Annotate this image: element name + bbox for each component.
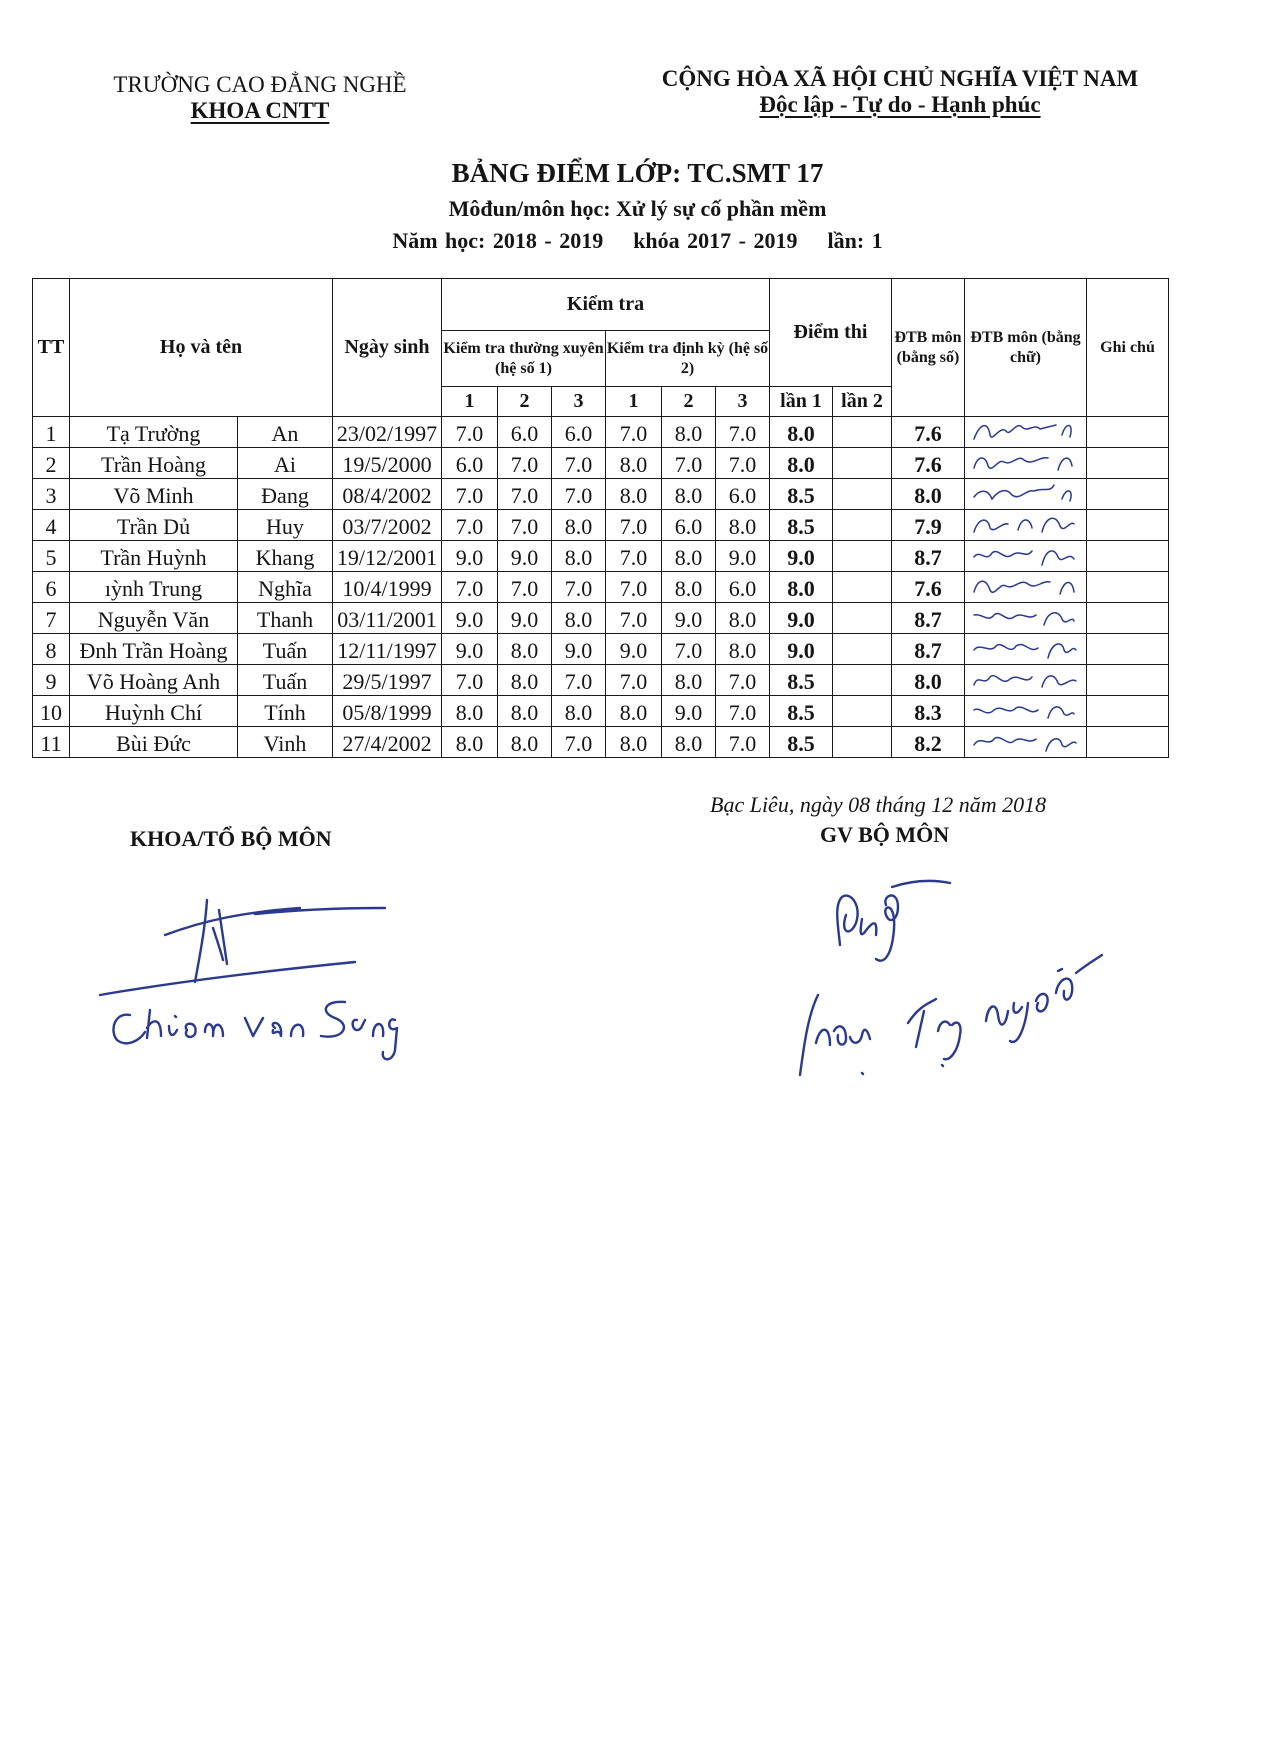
cell-dk1: 8.0 [606,727,662,758]
cell-tt: 6 [33,572,70,603]
cell-lan2 [833,696,892,727]
cell-tt: 8 [33,634,70,665]
cell-tt: 7 [33,603,70,634]
cell-ghi-chu [1087,696,1169,727]
cell-dob: 08/4/2002 [333,479,442,510]
cell-tx2: 7.0 [498,448,552,479]
cell-tx2: 8.0 [498,665,552,696]
handwritten-grade-in-words-icon [965,603,1085,633]
cell-dk2: 8.0 [662,572,716,603]
cell-dk3: 7.0 [716,696,770,727]
cell-ghi-chu [1087,479,1169,510]
col-dk-1: 1 [606,387,662,417]
cell-dk2: 8.0 [662,417,716,448]
cell-lan1: 9.0 [770,603,833,634]
cell-dtb-chu [965,696,1087,727]
country-name: CỘNG HÒA XÃ HỘI CHỦ NGHĨA VIỆT NAM [661,66,1139,91]
cell-dob: 12/11/1997 [333,634,442,665]
table-row [33,634,1169,665]
cell-tx1: 6.0 [442,448,498,479]
cell-lan2 [833,634,892,665]
grade-table [32,278,1169,758]
cell-dk2: 7.0 [662,634,716,665]
cell-tt: 2 [33,448,70,479]
cell-lan1: 9.0 [770,541,833,572]
national-header [600,66,1200,118]
cell-lan1: 8.0 [770,448,833,479]
cell-dtb: 8.3 [892,696,965,727]
cell-dtb: 8.7 [892,603,965,634]
handwritten-grade-in-words-icon [965,417,1085,447]
cell-tx1: 8.0 [442,727,498,758]
cell-dk3: 7.0 [716,727,770,758]
cell-tx1: 7.0 [442,665,498,696]
cell-tx3: 8.0 [552,603,606,634]
handwritten-grade-in-words-icon [965,510,1085,540]
cell-tx1: 9.0 [442,541,498,572]
cell-tx2: 7.0 [498,479,552,510]
cell-name: Đnh Trần Hoàng [70,634,238,665]
col-dob: Ngày sinh [333,279,442,417]
cell-ghi-chu [1087,510,1169,541]
cell-ghi-chu [1087,634,1169,665]
cell-ghi-chu [1087,541,1169,572]
cell-dtb-chu [965,479,1087,510]
col-diem-thi: Điểm thi [770,279,892,387]
cell-tx1: 7.0 [442,479,498,510]
cell-dtb: 7.9 [892,510,965,541]
cell-name: Võ Minh [70,479,238,510]
cell-tx3: 8.0 [552,510,606,541]
cell-tx2: 7.0 [498,572,552,603]
department-name: KHOA CNTT [190,98,330,123]
cell-given: Tính [238,696,333,727]
col-tx-3: 3 [552,387,606,417]
cell-given: Nghĩa [238,572,333,603]
cell-dob: 29/5/1997 [333,665,442,696]
cell-dtb-chu [965,572,1087,603]
cell-dk3: 9.0 [716,541,770,572]
table-row [33,572,1169,603]
cell-tx2: 9.0 [498,603,552,634]
school-name: TRƯỜNG CAO ĐẲNG NGHỀ [113,72,407,97]
cell-dk2: 8.0 [662,665,716,696]
cell-tx2: 6.0 [498,417,552,448]
cell-name: Nguyễn Văn [70,603,238,634]
cell-given: Vinh [238,727,333,758]
handwritten-grade-in-words-icon [965,696,1085,726]
cell-dk1: 7.0 [606,541,662,572]
col-name: Họ và tên [70,279,333,417]
cell-tx3: 8.0 [552,696,606,727]
cell-tt: 11 [33,727,70,758]
col-dk-3: 3 [716,387,770,417]
col-thuong-xuyen: Kiểm tra thường xuyên (hệ số 1) [442,331,606,387]
cell-dtb: 7.6 [892,417,965,448]
table-row [33,603,1169,634]
cell-given: An [238,417,333,448]
col-dtb-so: ĐTB môn (bằng số) [892,279,965,417]
cell-ghi-chu [1087,665,1169,696]
cell-dk1: 8.0 [606,448,662,479]
cell-dk1: 7.0 [606,603,662,634]
cell-dtb: 8.7 [892,634,965,665]
cell-tx3: 7.0 [552,572,606,603]
col-kiem-tra: Kiểm tra [442,279,770,331]
cell-tx2: 7.0 [498,510,552,541]
cell-dob: 10/4/1999 [333,572,442,603]
national-motto: Độc lập - Tự do - Hạnh phúc [759,92,1041,117]
handwritten-grade-in-words-icon [965,572,1085,602]
teacher-signature-icon [790,875,1120,1095]
cell-tt: 4 [33,510,70,541]
cell-dtb: 8.0 [892,479,965,510]
cell-tx2: 8.0 [498,634,552,665]
cell-dob: 03/11/2001 [333,603,442,634]
cell-dob: 03/7/2002 [333,510,442,541]
cell-lan2 [833,727,892,758]
handwritten-grade-in-words-icon [965,727,1085,757]
cell-tx3: 7.0 [552,727,606,758]
cell-dk3: 7.0 [716,417,770,448]
col-tt: TT [33,279,70,417]
cell-given: Tuấn [238,665,333,696]
cell-dob: 27/4/2002 [333,727,442,758]
cell-dtb-chu [965,603,1087,634]
teacher-signature-label: GV BỘ MÔN [820,822,950,847]
cell-dk1: 7.0 [606,572,662,603]
cell-tx3: 7.0 [552,479,606,510]
year-line: Năm học: 2018 - 2019 khóa 2017 - 2019 lần: 1 [392,228,883,253]
cell-tx2: 8.0 [498,727,552,758]
cell-lan1: 8.5 [770,510,833,541]
cell-lan2 [833,479,892,510]
cell-dk1: 8.0 [606,479,662,510]
cell-tx3: 6.0 [552,417,606,448]
place-date: Bạc Liêu, ngày 08 tháng 12 năm 2018 [710,792,1047,817]
table-row [33,727,1169,758]
cell-lan2 [833,603,892,634]
cell-ghi-chu [1087,603,1169,634]
cell-given: Tuấn [238,634,333,665]
cell-name: ıỳnh Trung [70,572,238,603]
cell-tt: 1 [33,417,70,448]
cell-tt: 5 [33,541,70,572]
col-tx-1: 1 [442,387,498,417]
cell-lan1: 8.5 [770,727,833,758]
cell-dk3: 8.0 [716,510,770,541]
table-row [33,696,1169,727]
cell-tx1: 7.0 [442,572,498,603]
cell-dk1: 7.0 [606,510,662,541]
cell-tx1: 7.0 [442,417,498,448]
cell-tx3: 7.0 [552,665,606,696]
cell-lan1: 8.5 [770,479,833,510]
cell-ghi-chu [1087,572,1169,603]
table-row [33,665,1169,696]
table-row [33,510,1169,541]
cell-name: Huỳnh Chí [70,696,238,727]
cell-dk3: 7.0 [716,448,770,479]
cell-given: Ai [238,448,333,479]
cell-tt: 9 [33,665,70,696]
col-lan-2: lần 2 [833,387,892,417]
handwritten-grade-in-words-icon [965,541,1085,571]
handwritten-grade-in-words-icon [965,665,1085,695]
cell-dk2: 6.0 [662,510,716,541]
cell-dk2: 7.0 [662,448,716,479]
cell-dk3: 6.0 [716,479,770,510]
subject-line: Môđun/môn học: Xử lý sự cố phần mềm [448,196,827,221]
cell-lan2 [833,541,892,572]
cell-dob: 05/8/1999 [333,696,442,727]
cell-lan1: 8.0 [770,572,833,603]
cell-dtb-chu [965,417,1087,448]
cell-lan2 [833,448,892,479]
cell-dk2: 9.0 [662,696,716,727]
col-dk-2: 2 [662,387,716,417]
cell-dk1: 9.0 [606,634,662,665]
cell-tx2: 9.0 [498,541,552,572]
cell-dtb: 7.6 [892,572,965,603]
cell-tt: 3 [33,479,70,510]
cell-given: Khang [238,541,333,572]
cell-lan2 [833,572,892,603]
col-ghi-chu: Ghi chú [1087,279,1169,417]
cell-tx2: 8.0 [498,696,552,727]
cell-dk3: 8.0 [716,603,770,634]
cell-dk3: 8.0 [716,634,770,665]
cell-lan1: 8.5 [770,696,833,727]
cell-dtb: 7.6 [892,448,965,479]
cell-dtb-chu [965,510,1087,541]
dept-signature-icon [95,890,395,1070]
cell-name: Võ Hoàng Anh [70,665,238,696]
cell-dob: 23/02/1997 [333,417,442,448]
cell-dob: 19/5/2000 [333,448,442,479]
cell-given: Đang [238,479,333,510]
table-row [33,479,1169,510]
cell-dtb: 8.7 [892,541,965,572]
col-lan-1: lần 1 [770,387,833,417]
cell-dk3: 7.0 [716,665,770,696]
cell-ghi-chu [1087,727,1169,758]
table-row [33,541,1169,572]
cell-tx1: 9.0 [442,603,498,634]
cell-ghi-chu [1087,417,1169,448]
cell-dtb-chu [965,448,1087,479]
dept-signature-label: KHOA/TỔ BỘ MÔN [130,826,332,851]
cell-tx1: 7.0 [442,510,498,541]
cell-name: Trần Hoàng [70,448,238,479]
handwritten-grade-in-words-icon [965,448,1085,478]
cell-lan1: 8.0 [770,417,833,448]
cell-dtb: 8.0 [892,665,965,696]
cell-dk2: 8.0 [662,727,716,758]
handwritten-grade-in-words-icon [965,634,1085,664]
cell-dk1: 8.0 [606,696,662,727]
cell-dk2: 9.0 [662,603,716,634]
cell-tx1: 8.0 [442,696,498,727]
table-row [33,417,1169,448]
cell-tt: 10 [33,696,70,727]
cell-lan2 [833,510,892,541]
page-title: BẢNG ĐIỂM LỚP: TC.SMT 17 [451,158,824,188]
handwritten-grade-in-words-icon [965,479,1085,509]
cell-dtb-chu [965,665,1087,696]
cell-name: Tạ Trường [70,417,238,448]
cell-lan2 [833,417,892,448]
cell-lan2 [833,665,892,696]
cell-dtb-chu [965,634,1087,665]
cell-given: Huy [238,510,333,541]
cell-tx3: 7.0 [552,448,606,479]
table-row [33,448,1169,479]
col-dinh-ky: Kiểm tra định kỳ (hệ số 2) [606,331,770,387]
cell-tx1: 9.0 [442,634,498,665]
cell-tx3: 9.0 [552,634,606,665]
cell-name: Trần Huỳnh [70,541,238,572]
cell-dtb: 8.2 [892,727,965,758]
cell-dtb-chu [965,727,1087,758]
col-dtb-chu: ĐTB môn (bằng chữ) [965,279,1087,417]
cell-tx3: 8.0 [552,541,606,572]
cell-dob: 19/12/2001 [333,541,442,572]
cell-dtb-chu [965,541,1087,572]
cell-given: Thanh [238,603,333,634]
cell-dk2: 8.0 [662,479,716,510]
cell-lan1: 8.5 [770,665,833,696]
school-header [60,72,460,124]
cell-name: Trần Dủ [70,510,238,541]
cell-dk3: 6.0 [716,572,770,603]
cell-dk1: 7.0 [606,417,662,448]
cell-name: Bùi Đức [70,727,238,758]
cell-lan1: 9.0 [770,634,833,665]
cell-dk1: 7.0 [606,665,662,696]
cell-dk2: 8.0 [662,541,716,572]
cell-ghi-chu [1087,448,1169,479]
col-tx-2: 2 [498,387,552,417]
